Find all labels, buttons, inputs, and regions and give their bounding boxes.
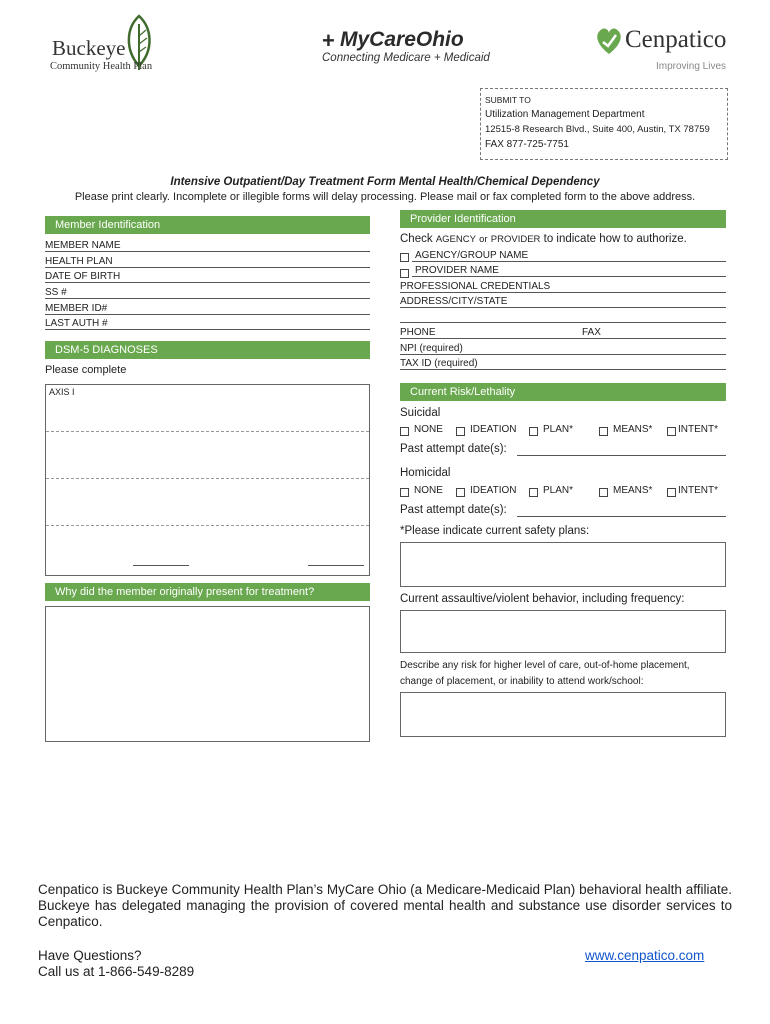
submit-title: SUBMIT TO [485,95,531,105]
divider [46,525,369,526]
member-id-field[interactable] [45,314,370,315]
homicidal-ideation-checkbox[interactable] [456,488,465,497]
describe-risk-label-1: Describe any risk for higher level of care, out-of-home placement, [400,660,690,671]
cenpatico-tagline: Improving Lives [656,61,727,72]
suicidal-label: Suicidal [400,407,441,419]
risk-header: Current Risk/Lethality [400,383,726,401]
address-field[interactable] [400,307,726,308]
mycare-tagline: Connecting Medicare + Medicaid [322,52,490,64]
form-title: Intensive Outpatient/Day Treatment Form Mental Health/Chemical Dependency [170,176,600,188]
buckeye-logo [50,14,190,78]
describe-risk-box[interactable] [400,692,726,737]
credentials-field[interactable] [400,292,726,293]
homicidal-means-checkbox[interactable] [599,488,608,497]
why-header: Why did the member originally present for treatment? [45,583,370,601]
axis-label: AXIS I [49,387,75,397]
dsm-header: DSM-5 DIAGNOSES [45,341,370,359]
footer-paragraph: Cenpatico is Buckeye Community Health Plan’s MyCare Ohio (a Medicare-Medicaid Plan) behavioral health affiliate. Buckeye has delegated managing the provision of covered mental health and substance use disorder services to Cenpatico. [38,882,732,929]
heart-icon [594,26,624,56]
mycare-logo [318,28,508,68]
homicidal-intent-checkbox[interactable] [667,488,676,497]
divider [46,431,369,432]
cenpatico-name: Cenpatico [625,26,727,53]
homicidal-none-label: NONE [414,485,443,496]
form-instructions: Please print clearly. Incomplete or illegible forms will delay processing. Please mail or fax completed form to the above address. [74,191,696,203]
suicidal-intent-label: INTENT* [678,424,718,435]
safety-plans-box[interactable] [400,542,726,587]
dsm-note: Please complete [45,364,127,376]
suicidal-past-attempt-field[interactable] [517,455,726,456]
homicidal-plan-label: PLAN* [543,485,574,496]
dsm-blank-2[interactable] [308,565,364,566]
address-field-2[interactable] [400,322,726,323]
suicidal-plan-label: PLAN* [543,424,574,435]
credentials-label: PROFESSIONAL CREDENTIALS [400,281,551,292]
provider-checkbox[interactable] [400,269,409,278]
cenpatico-logo [594,26,734,74]
divider [46,478,369,479]
check-prefix: Check [400,233,433,245]
questions-label: Have Questions? [38,948,142,963]
agency-checkbox[interactable] [400,253,409,262]
member-name-label: MEMBER NAME [45,240,121,251]
homicidal-means-label: MEANS* [613,485,653,496]
suicidal-none-label: NONE [414,424,443,435]
suicidal-means-checkbox[interactable] [599,427,608,436]
suicidal-means-label: MEANS* [613,424,653,435]
health-plan-field[interactable] [45,267,370,268]
provider-field[interactable] [412,276,726,277]
phone-label: PHONE [400,327,436,338]
check-suffix: to indicate how to authorize. [543,233,687,245]
submit-dept: Utilization Management Department [485,109,645,120]
homicidal-label: Homicidal [400,467,451,479]
member-id-label: MEMBER ID# [45,303,108,314]
address-label: ADDRESS/CITY/STATE [400,296,508,307]
dsm-blank-1[interactable] [133,565,189,566]
check-provider: PROVIDER [490,234,541,245]
ss-label: SS # [45,287,67,298]
suicidal-plan-checkbox[interactable] [529,427,538,436]
npi-field[interactable] [400,354,726,355]
agency-field[interactable] [412,261,726,262]
dob-label: DATE OF BIRTH [45,271,121,282]
provider-id-header: Provider Identification [400,210,726,228]
buckeye-subtitle: Community Health Plan [50,61,153,72]
plus-icon: + [322,28,335,53]
suicidal-past-attempt-label: Past attempt date(s): [400,443,507,455]
agency-label: AGENCY/GROUP NAME [415,250,529,261]
last-auth-label: LAST AUTH # [45,318,108,329]
submit-fax: FAX 877-725-7751 [485,139,569,150]
buckeye-name: Buckeye [52,36,126,60]
taxid-label: TAX ID (required) [400,358,478,369]
npi-label: NPI (required) [400,343,463,354]
mycare-name: MyCareOhio [340,28,464,51]
member-id-header: Member Identification [45,216,370,234]
phone-fax-field[interactable] [400,338,726,339]
provider-label: PROVIDER NAME [415,265,499,276]
describe-risk-label-2: change of placement, or inability to attend work/school: [400,676,644,687]
assaultive-label: Current assaultive/violent behavior, including frequency: [400,593,685,605]
homicidal-none-checkbox[interactable] [400,488,409,497]
homicidal-ideation-label: IDEATION [470,485,517,496]
last-auth-field[interactable] [45,329,370,330]
submit-address: 12515-8 Research Blvd., Suite 400, Austin, TX 78759 [485,124,710,135]
check-or: or [479,234,488,245]
suicidal-ideation-label: IDEATION [470,424,517,435]
taxid-field[interactable] [400,369,726,370]
dsm-diagnoses-box[interactable] [45,384,370,576]
fax-label: FAX [582,327,601,338]
homicidal-intent-label: INTENT* [678,485,718,496]
member-name-field[interactable] [45,251,370,252]
suicidal-ideation-checkbox[interactable] [456,427,465,436]
suicidal-intent-checkbox[interactable] [667,427,676,436]
authorize-instruction [400,233,687,245]
submit-to-box [480,88,728,160]
homicidal-past-attempt-field[interactable] [517,516,726,517]
assaultive-box[interactable] [400,610,726,653]
homicidal-past-attempt-label: Past attempt date(s): [400,504,507,516]
why-present-box[interactable] [45,606,370,742]
homicidal-plan-checkbox[interactable] [529,488,538,497]
call-label: Call us at 1-866-549-8289 [38,964,195,979]
safety-plans-label: *Please indicate current safety plans: [400,525,590,537]
suicidal-none-checkbox[interactable] [400,427,409,436]
check-agency: AGENCY [435,234,476,245]
website-link[interactable]: www.cenpatico.com [585,948,705,963]
dob-field[interactable] [45,282,370,283]
ss-field[interactable] [45,298,370,299]
health-plan-label: HEALTH PLAN [45,256,113,267]
